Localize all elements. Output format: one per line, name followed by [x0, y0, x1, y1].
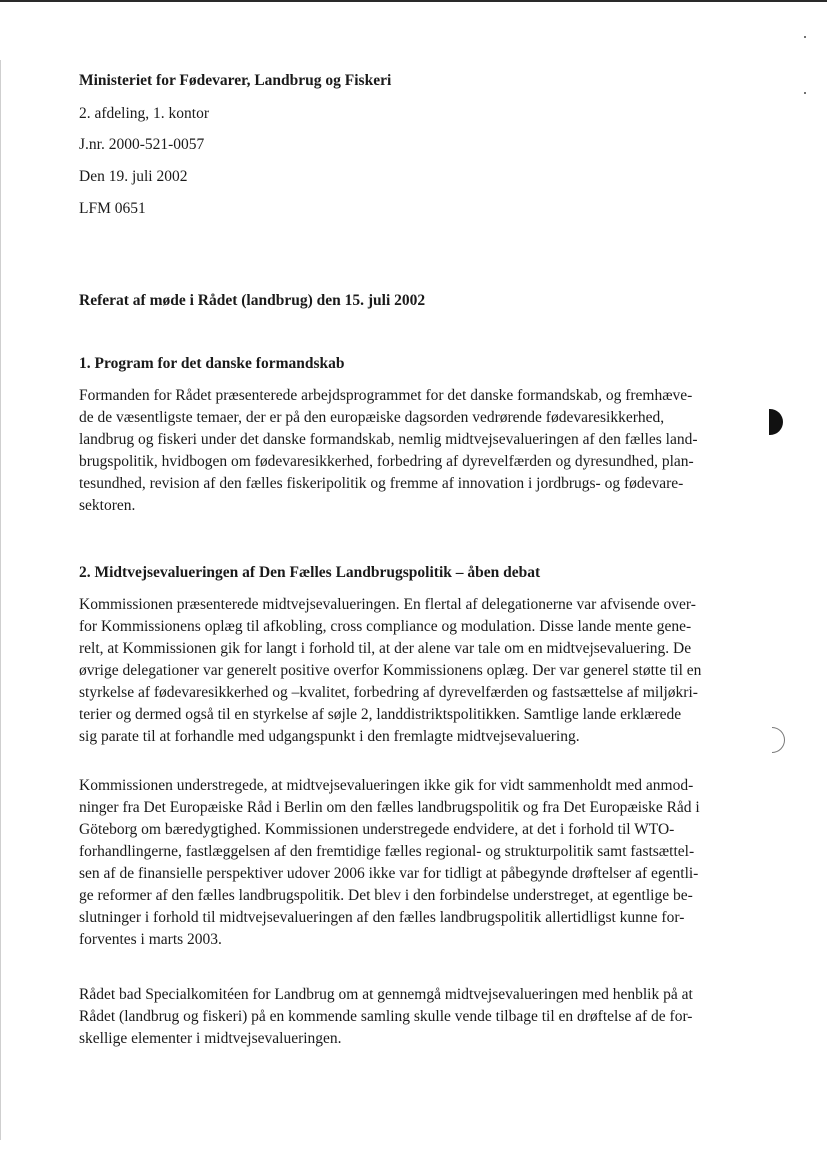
paragraph-line: Kommissionen understregede, at midtvejsevalueringen ikke gik for vidt sammenholdt med anmod-: [79, 777, 694, 794]
left-scan-edge: [0, 60, 1, 1140]
paragraph-line: de de væsentligste temaer, der er på den europæiske dagsorden vedrørende fødevaresikkerhed,: [79, 409, 665, 426]
punch-hole-mark: [769, 409, 783, 435]
section-paragraph: [79, 984, 769, 1050]
section-paragraph: [79, 775, 769, 951]
section-paragraph: [79, 594, 769, 748]
paragraph-line: for Kommissionens oplæg til afkobling, cross compliance og modulation. Disse lande mente gene-: [79, 618, 692, 635]
document-date: Den 19. juli 2002: [79, 168, 188, 185]
paragraph-line: brugspolitik, hvidbogen om fødevaresikkerhed, forbedring af dyrevelfærden og dyresundhed, plan-: [79, 453, 694, 470]
paragraph-line: terier og dermed også til en styrkelse af søjle 2, landdistriktspolitikken. Samtlige lande erklærede: [79, 706, 682, 723]
ministry-name: Ministeriet for Fødevarer, Landbrug og Fiskeri: [79, 72, 392, 89]
paragraph-line: skellige elementer i midtvejsevalueringen.: [79, 1030, 342, 1047]
paragraph-line: Kommissionen præsenterede midtvejsevalueringen. En flertal af delegationerne var afvisende over-: [79, 596, 696, 613]
paragraph-line: Formanden for Rådet præsenterede arbejdsprogrammet for det danske formandskab, og fremhæve-: [79, 387, 693, 404]
section-paragraph: [79, 385, 769, 517]
paragraph-line: sektoren.: [79, 497, 136, 514]
paragraph-line: tesundhed, revision af den fælles fiskeripolitik og fremme af innovation i jordbrugs- og fødevare-: [79, 475, 684, 492]
scan-speck: [804, 36, 806, 38]
paragraph-line: Rådet bad Specialkomitéen for Landbrug om at gennemgå midtvejsevalueringen med henblik på at: [79, 986, 693, 1003]
paragraph-line: sen af de finansielle perspektiver udover 2006 ikke var for tidligt at påbegynde drøftelser af egentli-: [79, 865, 699, 882]
punch-hole-mark: [772, 727, 785, 753]
paragraph-line: slutninger i forhold til midtvejsevalueringen af den fælles landbrugspolitik allertidligst kunne for-: [79, 909, 685, 926]
paragraph-line: Göteborg om bæredygtighed. Kommissionen understregede endvidere, at det i forhold til WTO-: [79, 821, 675, 838]
journal-number: J.nr. 2000-521-0057: [79, 136, 205, 153]
paragraph-line: styrkelse af fødevaresikkerhed og –kvalitet, forbedring af dyrevelfærden og fastsættelse af miljøkri-: [79, 684, 698, 701]
department-line: 2. afdeling, 1. kontor: [79, 105, 210, 122]
paragraph-line: øvrige delegationer var generelt positive overfor Kommissionens oplæg. Der var generel støtte til en: [79, 662, 702, 679]
section-heading: 1. Program for det danske formandskab: [79, 355, 345, 372]
paragraph-line: landbrug og fiskeri under det danske formandskab, nemlig midtvejsevalueringen af den fælles land-: [79, 431, 698, 448]
paragraph-line: ge reformer af den fælles landbrugspolitik. Det blev i den forbindelse understreget, at egentlige be-: [79, 887, 693, 904]
paragraph-line: forventes i marts 2003.: [79, 931, 222, 948]
section-heading: 2. Midtvejsevalueringen af Den Fælles Landbrugspolitik – åben debat: [79, 564, 541, 581]
top-scan-border: [0, 0, 827, 2]
document-title: Referat af møde i Rådet (landbrug) den 15. juli 2002: [79, 292, 426, 309]
reference-code: LFM 0651: [79, 200, 146, 217]
paragraph-line: forhandlingerne, fastlæggelsen af den fremtidige fælles regional- og strukturpolitik samt fastsættel-: [79, 843, 695, 860]
paragraph-line: ninger fra Det Europæiske Råd i Berlin om den fælles landbrugspolitik og fra Det Europæiske Råd i: [79, 799, 700, 816]
paragraph-line: sig parate til at forhandle med udgangspunkt i den fremlagte midtvejsevaluering.: [79, 728, 580, 745]
scan-speck: [804, 92, 806, 94]
paragraph-line: relt, at Kommissionen gik for langt i forhold til, at der alene var tale om en midtvejsevaluering. De: [79, 640, 692, 657]
paragraph-line: Rådet (landbrug og fiskeri) på en kommende samling skulle vende tilbage til en drøftelse af de for-: [79, 1008, 693, 1025]
